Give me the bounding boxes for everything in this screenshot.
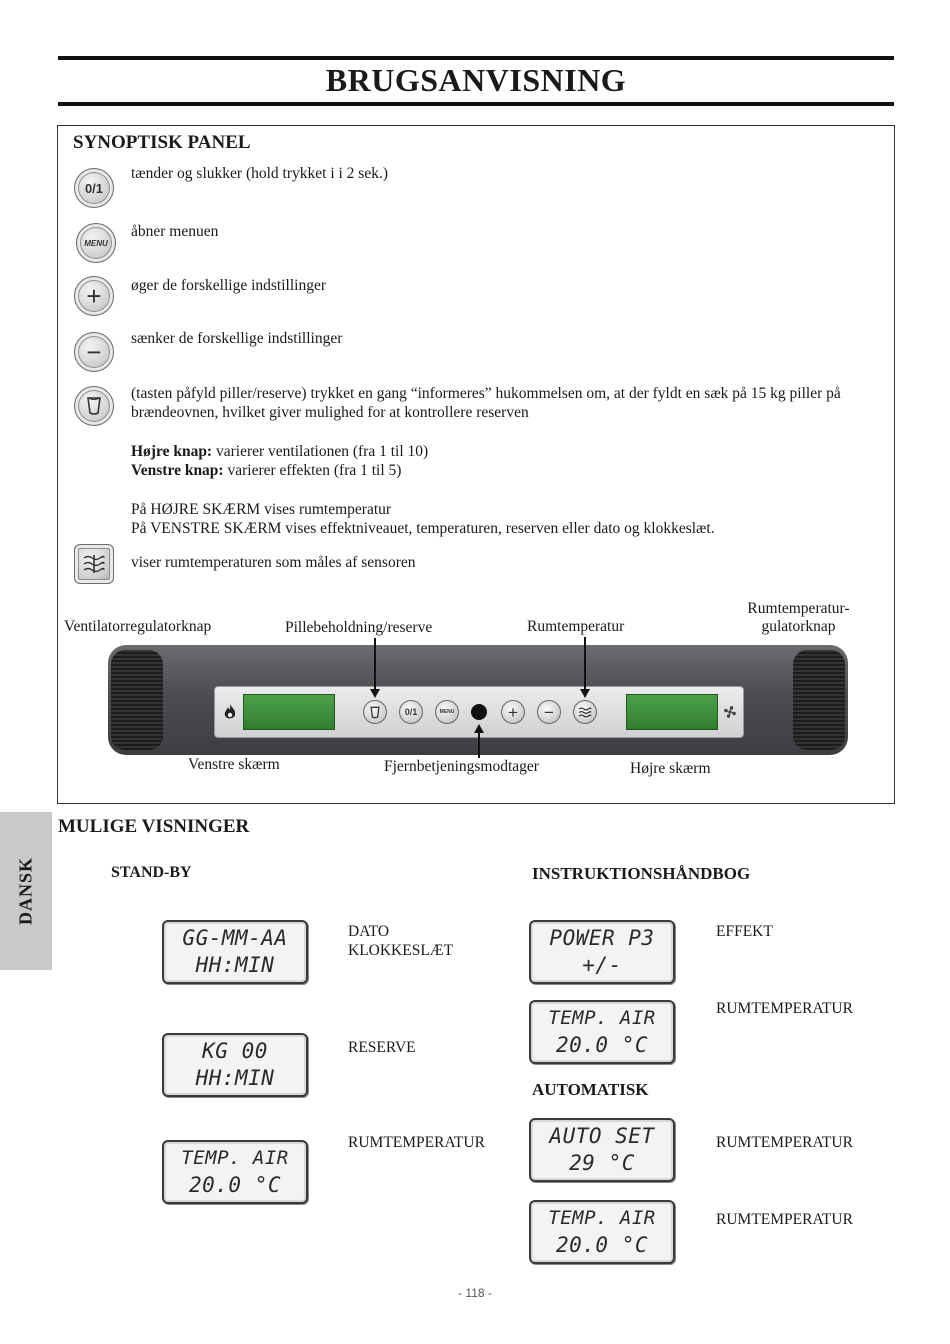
label-fan-knob: Ventilatorregulatorknap: [64, 618, 212, 635]
caption-auto-room-temp: RUMTEMPERATUR: [716, 1211, 853, 1228]
left-screen: [243, 694, 335, 730]
room-temperature-description: viser rumtemperaturen som måles af sensoren: [131, 554, 416, 571]
fan-icon: [722, 704, 738, 720]
left-screen-description: På VENSTRE SKÆRM vises effektniveauet, temperaturen, reserven eller dato og klokkeslæt.: [131, 520, 715, 537]
right-screen-description: På HØJRE SKÆRM vises rumtemperatur: [131, 501, 392, 518]
left-knob-line: Venstre knap: varierer effekten (fra 1 til 5): [131, 462, 402, 479]
displays-heading: MULIGE VISNINGER: [58, 816, 250, 837]
device-pellet-button[interactable]: [363, 700, 387, 724]
menu-description: åbner menuen: [131, 223, 219, 240]
pellet-bag-icon: [369, 706, 381, 719]
label-pellet-reserve: Pillebeholdning/reserve: [285, 619, 433, 636]
caption-date-time: DATO KLOKKESLÆT: [348, 923, 454, 959]
standby-heading: STAND-BY: [111, 864, 192, 881]
remote-receiver: [471, 704, 487, 720]
heat-waves-icon: [82, 553, 106, 575]
label-room-temp-knob: Rumtemperatur- gulatorknap: [747, 600, 850, 635]
arrow-room-temp: [584, 637, 586, 690]
device-minus-button[interactable]: −: [537, 700, 561, 724]
room-temperature-icon: [74, 544, 114, 584]
flame-icon: [222, 703, 238, 721]
label-room-temperature: Rumtemperatur: [527, 618, 625, 635]
device-plus-button[interactable]: +: [501, 700, 525, 724]
lcd-auto-set: AUTO SET 29 °C: [529, 1118, 675, 1182]
minus-description: sænker de forskellige indstillinger: [131, 330, 343, 347]
synoptic-panel-heading: SYNOPTISK PANEL: [73, 132, 251, 153]
lcd-reserve: KG 00 HH:MIN: [162, 1033, 308, 1097]
label-left-screen: Venstre skærm: [188, 756, 280, 773]
menu-icon: MENU: [76, 223, 116, 263]
pellet-refill-icon: [74, 386, 114, 426]
right-screen: [626, 694, 718, 730]
label-remote-receiver: Fjernbetjeningsmodtager: [384, 758, 539, 775]
arrow-room-temp-head: [580, 689, 590, 698]
lcd-auto-room-temp: TEMP. AIR 20.0 °C: [529, 1200, 675, 1264]
arrow-pellet-head: [370, 689, 380, 698]
lcd-date-time: GG-MM-AA HH:MIN: [162, 920, 308, 984]
language-tab-label: DANSK: [15, 856, 36, 926]
auto-heading: AUTOMATISK: [532, 1080, 649, 1099]
caption-manual-room-temp: RUMTEMPERATUR: [716, 1000, 853, 1017]
fan-regulator-knob[interactable]: [111, 650, 163, 750]
lcd-standby-room-temp: TEMP. AIR 20.0 °C: [162, 1140, 308, 1204]
lcd-power: POWER P3 +/-: [529, 920, 675, 984]
right-knob-line: Højre knap: varierer ventilationen (fra 1 til 10): [131, 443, 429, 460]
manual-heading: INSTRUKTIONSHÅNDBOG: [532, 864, 751, 883]
plus-icon: +: [74, 276, 114, 316]
arrow-pellet: [374, 638, 376, 690]
caption-power: EFFEKT: [716, 923, 773, 940]
pellet-bag-icon: [85, 396, 103, 416]
caption-auto-set: RUMTEMPERATUR: [716, 1134, 853, 1151]
lcd-manual-room-temp: TEMP. AIR 20.0 °C: [529, 1000, 675, 1064]
plus-description: øger de forskellige indstillinger: [131, 277, 326, 294]
heat-waves-icon: [578, 706, 592, 719]
pellet-description: (tasten påfyld piller/reserve) trykket en gang “informeres” hukommelsen om, at der fyldt en sæk på 15 kg piller på brændeovnen, hvilket giver mulighed for at kontrollere reserven: [131, 385, 841, 421]
caption-reserve: RESERVE: [348, 1039, 416, 1056]
page-title: BRUGSANVISNING: [325, 62, 627, 98]
arrow-remote: [478, 732, 480, 758]
language-tab: [0, 812, 52, 970]
caption-standby-room-temp: RUMTEMPERATUR: [348, 1134, 485, 1151]
page-number: - 118 -: [458, 1286, 492, 1300]
power-0-1-icon: 0/1: [74, 168, 114, 208]
power-description: tænder og slukker (hold trykket i i 2 sek.): [131, 165, 388, 182]
device-power-button[interactable]: 0/1: [399, 700, 423, 724]
minus-icon: −: [74, 332, 114, 372]
device-room-temp-button[interactable]: [573, 700, 597, 724]
room-temperature-knob[interactable]: [793, 650, 845, 750]
label-right-screen: Højre skærm: [630, 760, 711, 777]
header-rule-bottom: [58, 102, 894, 106]
device-menu-button[interactable]: MENU: [435, 700, 459, 724]
